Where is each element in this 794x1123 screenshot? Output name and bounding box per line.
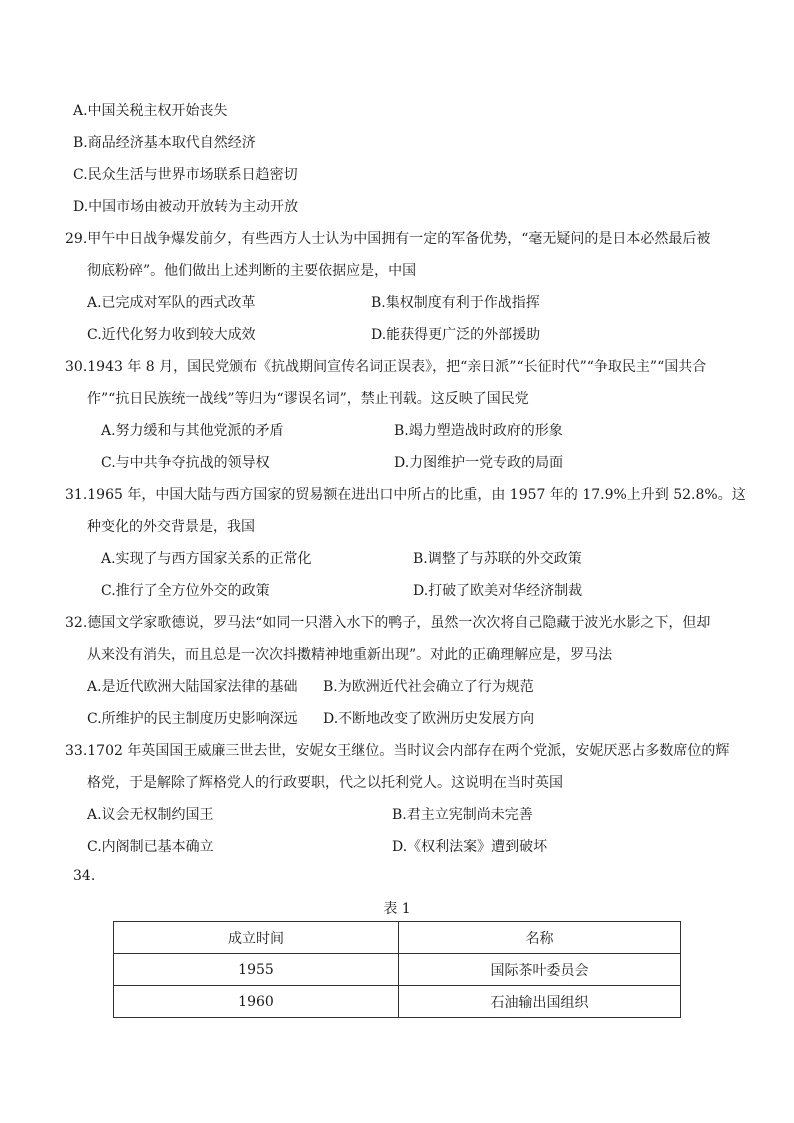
q29-stem-line2: 彻底粉碎”。他们做出上述判断的主要依据应是，中国 bbox=[87, 263, 417, 279]
table-cell: 石油输出国组织 bbox=[399, 986, 681, 1018]
q33-stem-line1: 33.1702 年英国国王威廉三世去世，安妮女王继位。当时议会内部存在两个党派，安妮厌恶占多数席位的辉 bbox=[65, 743, 730, 759]
q30-stem-line2: 作”“抗日民族统一战线”等归为“谬误名词”，禁止刊载。这反映了国民党 bbox=[87, 391, 529, 407]
table-header-cell: 名称 bbox=[399, 922, 681, 954]
q32-stem-line2: 从来没有消失，而且总是一次次抖擞精神地重新出现”。对此的正确理解应是，罗马法 bbox=[87, 647, 613, 663]
q31-option-c: C.推行了全方位外交的政策 bbox=[101, 583, 270, 599]
q28-option-d: D.中国市场由被动开放转为主动开放 bbox=[73, 199, 299, 215]
q29-option-d: D.能获得更广泛的外部援助 bbox=[371, 327, 541, 343]
table-header-cell: 成立时间 bbox=[114, 922, 399, 954]
q28-option-a: A.中国关税主权开始丧失 bbox=[73, 103, 228, 119]
q29-stem-line1: 29.甲午中日战争爆发前夕，有些西方人士认为中国拥有一定的军备优势，“毫无疑问的是日本必然最后被 bbox=[65, 231, 711, 247]
q33-option-d: D.《权利法案》遭到破坏 bbox=[392, 839, 548, 855]
table-row bbox=[114, 954, 681, 986]
table-cell: 1960 bbox=[114, 986, 399, 1018]
q30-option-d: D.力图维护一党专政的局面 bbox=[394, 455, 564, 471]
q29-option-b: B.集权制度有利于作战指挥 bbox=[371, 295, 540, 311]
q30-option-a: A.努力缓和与其他党派的矛盾 bbox=[101, 423, 284, 439]
q32-option-c: C.所维护的民主制度历史影响深远 bbox=[87, 711, 298, 727]
data-table bbox=[113, 921, 681, 1018]
q31-option-b: B.调整了与苏联的外交政策 bbox=[413, 551, 582, 567]
q33-option-c: C.内阁制已基本确立 bbox=[87, 839, 214, 855]
q32-option-d: D.不断地改变了欧洲历史发展方向 bbox=[323, 711, 535, 727]
table-cell: 1955 bbox=[114, 954, 399, 986]
q29-option-a: A.已完成对军队的西式改革 bbox=[87, 295, 256, 311]
table-cell: 国际茶叶委员会 bbox=[399, 954, 681, 986]
q32-stem-line1: 32.德国文学家歌德说，罗马法“如同一只潜入水下的鸭子，虽然一次次将自己隐藏于波光水影之下，但却 bbox=[65, 615, 711, 631]
table-row bbox=[114, 986, 681, 1018]
q30-option-b: B.竭力塑造战时政府的形象 bbox=[394, 423, 563, 439]
q32-option-a: A.是近代欧洲大陆国家法律的基础 bbox=[87, 679, 298, 695]
q33-option-a: A.议会无权制约国王 bbox=[87, 807, 214, 823]
q34-number: 34. bbox=[73, 868, 96, 884]
q32-option-b: B.为欧洲近代社会确立了行为规范 bbox=[323, 679, 534, 695]
q29-option-c: C.近代化努力收到较大成效 bbox=[87, 327, 256, 343]
table-header-row bbox=[114, 922, 681, 954]
q30-option-c: C.与中共争夺抗战的领导权 bbox=[101, 455, 270, 471]
q31-stem-line1: 31.1965 年，中国大陆与西方国家的贸易额在进出口中所占的比重，由 1957 年的 17.9%上升到 52.8%。这 bbox=[65, 487, 746, 503]
q28-option-b: B.商品经济基本取代自然经济 bbox=[73, 135, 256, 151]
q33-stem-line2: 格党，于是解除了辉格党人的行政要职，代之以托利党人。这说明在当时英国 bbox=[87, 775, 563, 791]
q28-option-c: C.民众生活与世界市场联系日趋密切 bbox=[73, 167, 298, 183]
q31-stem-line2: 种变化的外交背景是，我国 bbox=[87, 519, 255, 535]
q31-option-a: A.实现了与西方国家关系的正常化 bbox=[101, 551, 312, 567]
table-caption: 表 1 bbox=[383, 901, 411, 917]
q31-option-d: D.打破了欧美对华经济制裁 bbox=[413, 583, 583, 599]
q33-option-b: B.君主立宪制尚未完善 bbox=[392, 807, 533, 823]
q30-stem-line1: 30.1943 年 8 月，国民党颁布《抗战期间宣传名词正误表》，把“亲日派”“长征时代”“争取民主”“国共合 bbox=[65, 359, 707, 375]
